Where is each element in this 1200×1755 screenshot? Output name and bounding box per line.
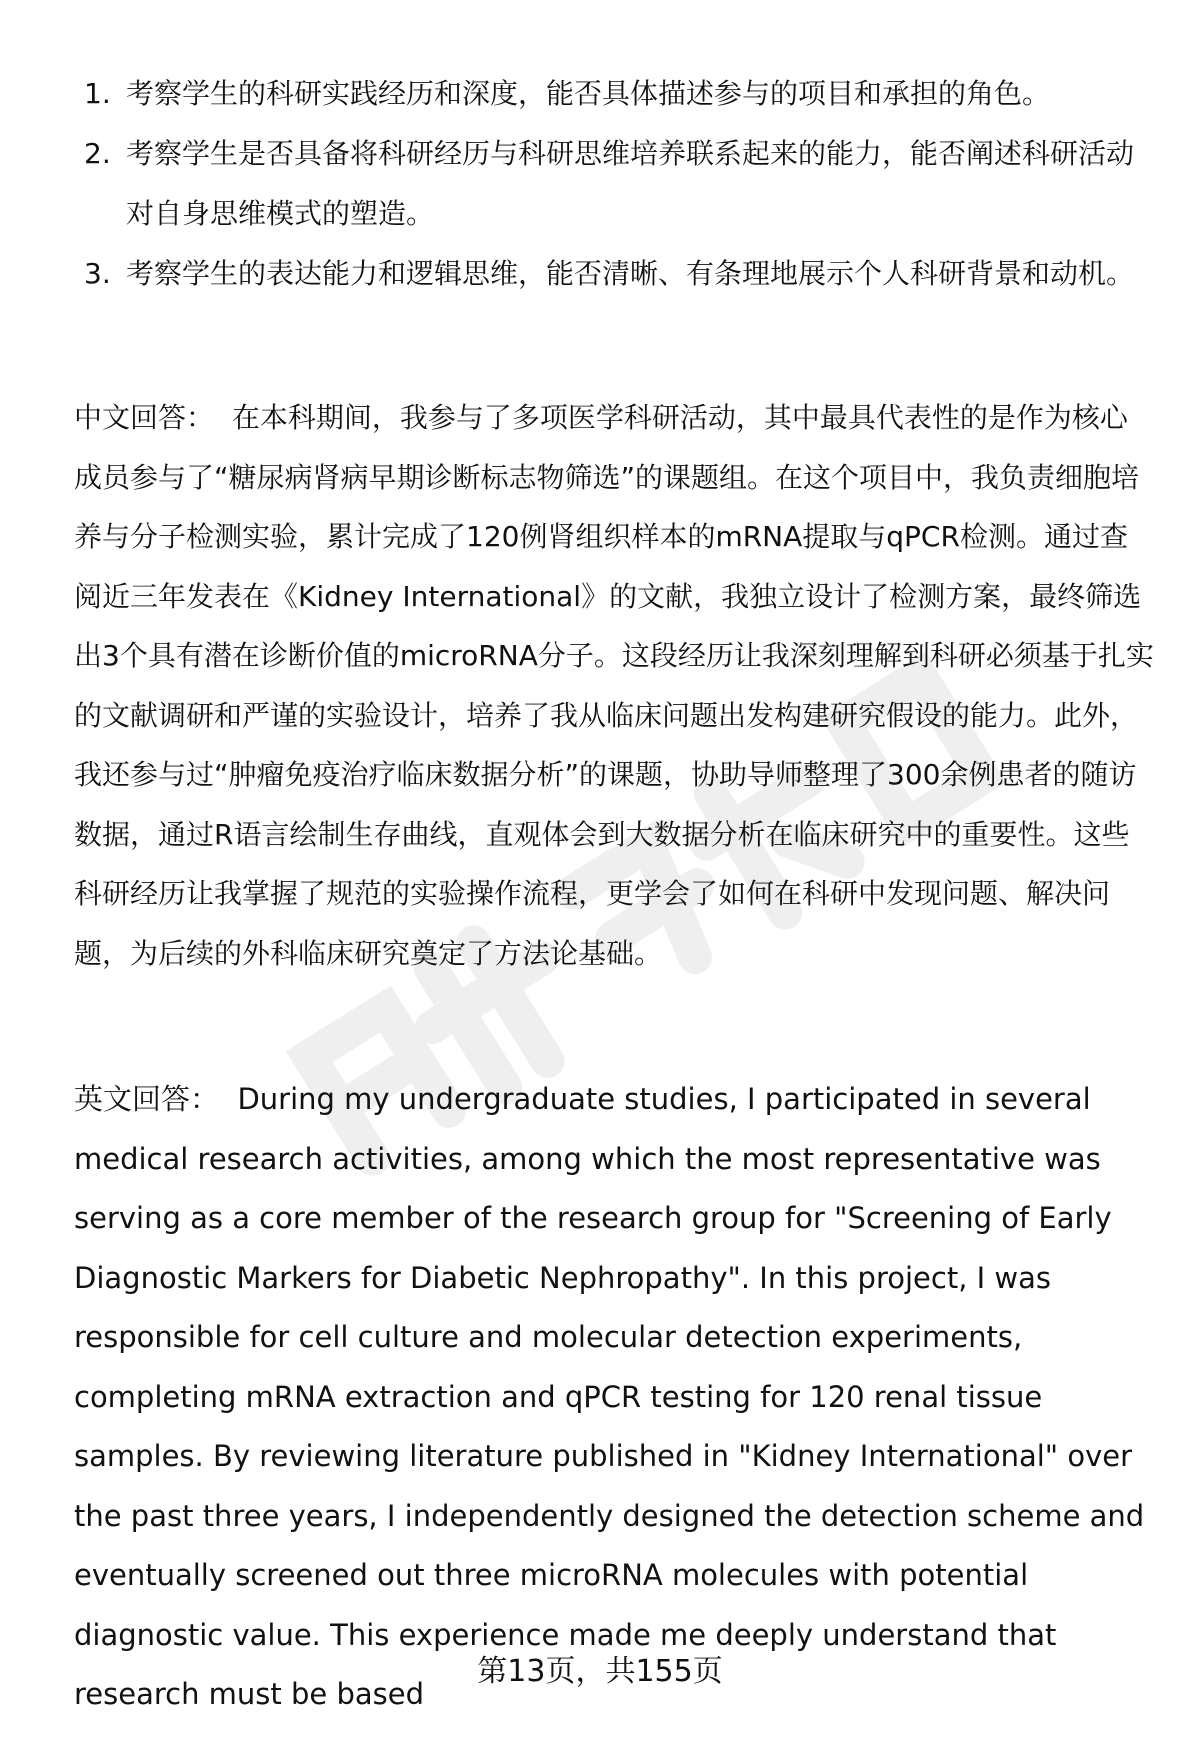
english-answer-paragraph — [74, 1070, 1154, 1725]
chinese-answer-paragraph — [74, 388, 1154, 983]
english-answer-text: During my undergraduate studies, I participated in several medical research activities, among which the most representative was serving as a core member of the research group for "Screening of Early Diagnostic Markers for Diabetic Nephropathy". In this project, I was responsible for cell culture and molecular detection experiments, completing mRNA extraction and qPCR testing for 120 renal tissue samples. By reviewing literature published in "Kidney International" over the past three years, I independently designed the detection scheme and eventually screened out three microRNA molecules with potential diagnostic value. This experience made me deeply understand that research must be based — [74, 1082, 1145, 1711]
criterion-number: 3. — [84, 257, 111, 290]
chinese-answer-text: 在本科期间，我参与了多项医学科研活动，其中最具代表性的是作为核心成员参与了“糖尿病肾病早期诊断标志物筛选”的课题组。在这个项目中，我负责细胞培养与分子检测实验，累计完成了120例肾组织样本的mRNA提取与qPCR检测。通过查阅近三年发表在《Kidney International》的文献，我独立设计了检测方案，最终筛选出3个具有潜在诊断价值的microRNA分子。这段经历让我深刻理解到科研必须基于扎实的文献调研和严谨的实验设计，培养了我从临床问题出发构建研究假设的能力。此外，我还参与过“肿瘤免疫治疗临床数据分析”的课题，协助导师整理了300余例患者的随访数据，通过R语言绘制生存曲线，直观体会到大数据分析在临床研究中的重要性。这些科研经历让我掌握了规范的实验操作流程，更学会了如何在科研中发现问题、解决问题，为后续的外科临床研究奠定了方法论基础。 — [74, 401, 1154, 970]
english-answer-label: 英文回答： — [74, 1082, 220, 1116]
criterion-text: 考察学生的表达能力和逻辑思维，能否清晰、有条理地展示个人科研背景和动机。 — [126, 257, 1135, 290]
criterion-number: 1. — [84, 77, 111, 110]
criterion-item — [84, 124, 1144, 244]
chinese-answer-label: 中文回答： — [74, 401, 215, 434]
criterion-text: 考察学生的科研实践经历和深度，能否具体描述参与的项目和承担的角色。 — [126, 77, 1051, 110]
evaluation-criteria-list — [84, 64, 1144, 304]
criterion-text: 考察学生是否具备将科研经历与科研思维培养联系起来的能力，能否阐述科研活动对自身思维模式的塑造。 — [126, 137, 1135, 230]
criterion-item — [84, 64, 1144, 124]
page-number-footer: 第13页，共155页 — [477, 1654, 723, 1689]
criterion-item — [84, 244, 1144, 304]
criterion-number: 2. — [84, 137, 111, 170]
